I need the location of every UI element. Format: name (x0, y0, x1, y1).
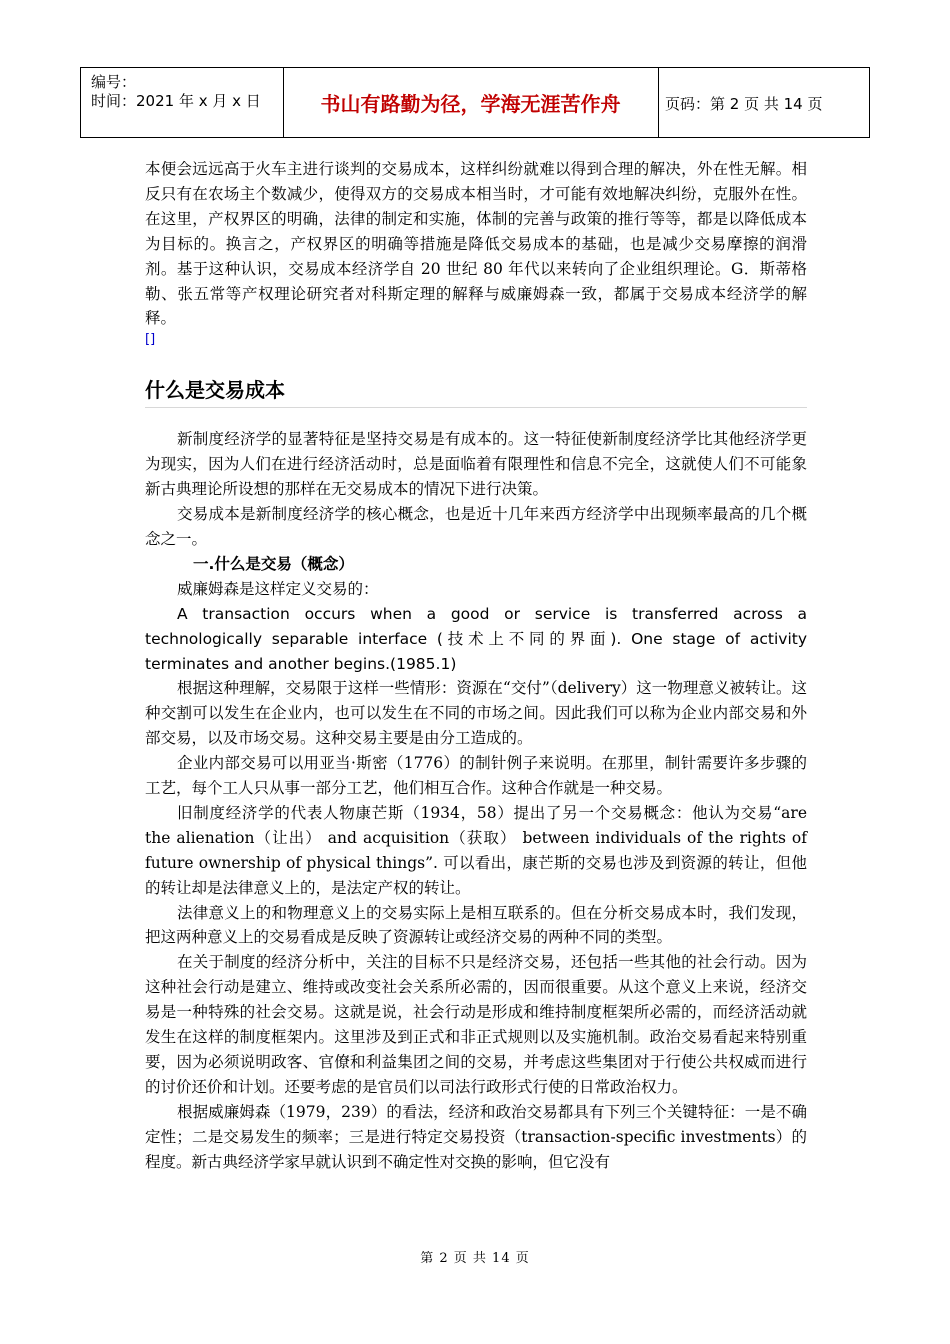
subheading: 一.什么是交易（概念） (193, 554, 354, 573)
reference-link[interactable]: [] (145, 332, 156, 348)
paragraph: 法律意义上的和物理意义上的交易实际上是相互联系的。但在分析交易成本时，我们发现，把这两种意义上的交易看成是反映了资源转让或经济交易的两种不同的类型。 (145, 903, 807, 947)
page-footer: 第 2 页 共 14 页 (420, 1251, 530, 1266)
header-meta (91, 73, 261, 111)
quote-text: A transaction occurs when a good or service is transferred across a technologically separable interface (技术上不同的界面). One stage of activity terminates and another begins.(1985.1) (145, 604, 807, 673)
paragraph: 威廉姆森是这样定义交易的： (177, 579, 379, 598)
paragraph: 旧制度经济学的代表人物康芒斯（1934，58）提出了另一个交易概念：他认为交易“are the alienation（让出） and acquisition（获取） between individuals of the rights of future ownership of physical things”. 可以看出，康芒斯的交易也涉及到资源的转让，但他的转让却是法律意义上的，是法定产权的转让。 (145, 803, 807, 897)
section-title: 什么是交易成本 (145, 376, 807, 408)
paragraph: 在关于制度的经济分析中，关注的目标不只是经济交易，还包括一些其他的社会行动。因为这种社会行动是建立、维持或改变社会关系所必需的，因而很重要。从这个意义上来说，经济交易是一种特殊的社会交易。这就是说，社会行动是形成和维持制度框架所必需的，而经济活动就发生在这样的制度框架内。这里涉及到正式和非正式规则以及实施机制。政治交易看起来特别重要，因为必须说明政客、官僚和利益集团之间的交易，并考虑这些集团对于行使公共权威而进行的讨价还价和计划。还要考虑的是官员们以司法行政形式行使的日常政治权力。 (145, 953, 807, 1096)
page-header (80, 67, 870, 138)
document-body (145, 157, 807, 1175)
paragraph: 根据威廉姆森（1979，239）的看法，经济和政治交易都具有下列三个关键特征：一是不确定性；二是交易发生的频率；三是进行特定交易投资（transaction-specific investments）的程度。新古典经济学家早就认识到不确定性对交换的影响，但它没有 (145, 1102, 807, 1171)
paragraph: 企业内部交易可以用亚当·斯密（1776）的制针例子来说明。在那里，制针需要许多步骤的工艺，每个工人只从事一部分工艺，他们相互合作。这种合作就是一种交易。 (145, 754, 807, 798)
document-date: 时间：2021 年 x 月 x 日 (91, 92, 261, 110)
quote-english (145, 602, 807, 677)
paragraph-continued: 本便会远远高于火车主进行谈判的交易成本，这样纠纷就难以得到合理的解决，外在性无解。相反只有在农场主个数减少，使得双方的交易成本相当时，才可能有效地解决纠纷，克服外在性。在这里，产权界区的明确，法律的制定和实施，体制的完善与政策的推行等等，都是以降低成本为目标的。换言之，产权界区的明确等措施是降低交易成本的基础，也是减少交易摩擦的润滑剂。基于这种认识，交易成本经济学自 20 世纪 80 年代以来转向了企业组织理论。G．斯蒂格勒、张五常等产权理论研究者对科斯定理的解释与威廉姆森一致，都属于交易成本经济学的解释。 (145, 160, 807, 328)
paragraph: 新制度经济学的显著特征是坚持交易是有成本的。这一特征使新制度经济学比其他经济学更为现实，因为人们在进行经济活动时，总是面临着有限理性和信息不完全，这就使人们不可能象新古典理论所设想的那样在无交易成本的情况下进行决策。 (145, 430, 807, 499)
header-page-info: 页码：第 2 页 共 14 页 (665, 95, 823, 113)
document-number-label: 编号： (91, 73, 137, 91)
header-motto: 书山有路勤为径，学海无涯苦作舟 (320, 92, 621, 116)
paragraph: 根据这种理解，交易限于这样一些情形：资源在“交付”（delivery）这一物理意义被转让。这种交割可以发生在企业内，也可以发生在不同的市场之间。因此我们可以称为企业内部交易和外部交易，以及市场交易。这种交易主要是由分工造成的。 (145, 679, 807, 748)
paragraph: 交易成本是新制度经济学的核心概念，也是近十几年来西方经济学中出现频率最高的几个概念之一。 (145, 505, 807, 548)
